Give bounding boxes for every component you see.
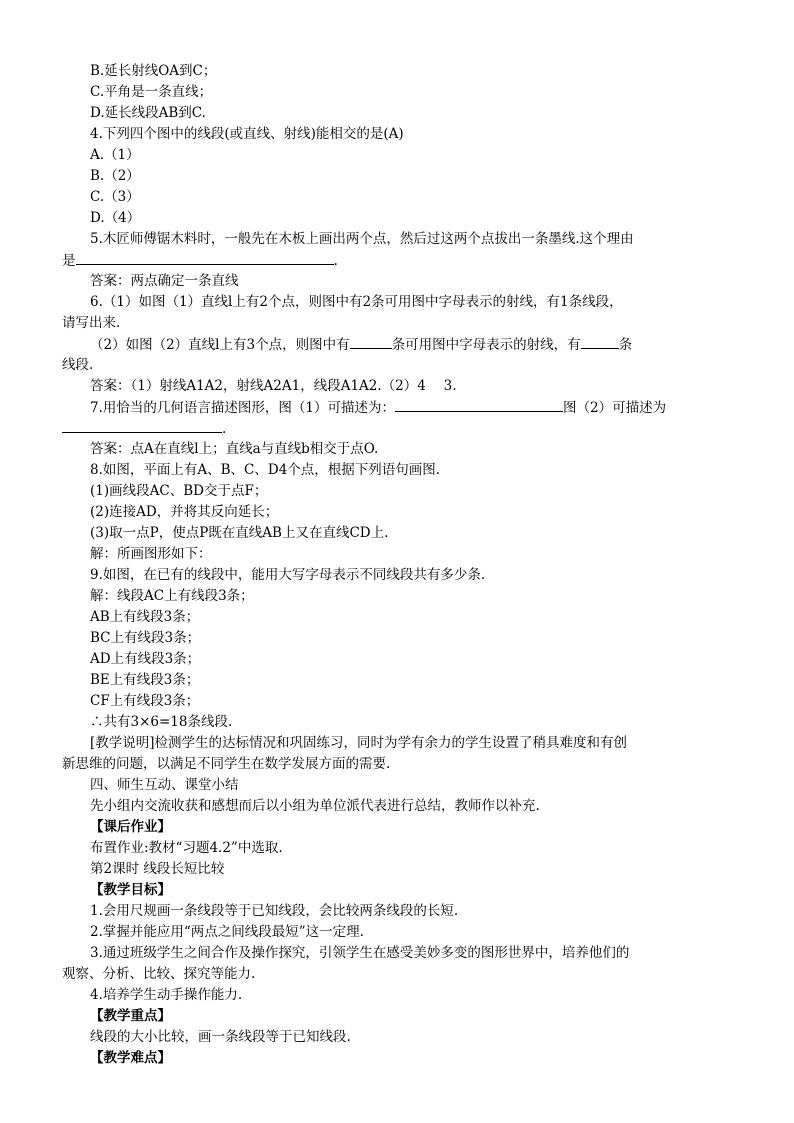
section-heading: 四、师生互动、课堂小结 — [90, 777, 239, 793]
text-line: [教学说明]检测学生的达标情况和巩固练习，同时为学有余力的学生设置了稍具难度和有创 — [90, 735, 628, 751]
text-line: 布置作业:教材“习题4.2”中选取. — [90, 840, 283, 856]
lesson-title: 第2课时 线段长短比较 — [90, 861, 225, 877]
text-line: 答案：点A在直线l上；直线a与直线b相交于点O. — [90, 441, 379, 457]
text-line: CF上有线段3条； — [90, 693, 200, 709]
text-line: 请写出来. — [62, 315, 121, 331]
text-line: BC上有线段3条； — [90, 630, 201, 646]
text-line-with-blank — [62, 250, 338, 272]
text-line: B.（2） — [90, 168, 140, 184]
answer-blank[interactable] — [76, 250, 334, 265]
answer-blank[interactable] — [350, 334, 392, 349]
section-heading: 【教学目标】 — [90, 882, 171, 898]
section-heading: 【教学重点】 — [90, 1008, 171, 1024]
text-line: 5.木匠师傅锯木料时，一般先在木板上画出两个点，然后过这两个点拔出一条墨线.这个理由 — [90, 231, 634, 247]
text-line: B.延长射线OA到C； — [90, 63, 217, 79]
text-line: 答案：（1）射线A1A2，射线A2A1，线段A1A2.（2）4 3. — [90, 378, 457, 394]
text-line: A.（1） — [90, 147, 140, 163]
text-line: BE上有线段3条； — [90, 672, 200, 688]
text-line: 先小组内交流收获和感想而后以小组为单位派代表进行总结，教师作以补充. — [90, 798, 540, 814]
section-heading: 【教学难点】 — [90, 1050, 171, 1066]
text-line: 线段. — [62, 357, 94, 373]
text-line: (2)连接AD，并将其反向延长； — [90, 504, 279, 520]
text-line: 2.掌握并能应用“两点之间线段最短”这一定理. — [90, 924, 364, 940]
text-line: (1)画线段AC、BD交于点F； — [90, 483, 268, 499]
text-line: C.平角是一条直线； — [90, 84, 213, 100]
text-fragment: 图（2）可描述为 — [562, 400, 667, 416]
text-line: (3)取一点P，使点P既在直线AB上又在直线CD上. — [90, 525, 389, 541]
text-line: 3.通过班级学生之间合作及操作探究，引领学生在感受美妙多变的图形世界中，培养他们的 — [90, 945, 630, 961]
text-line-with-blank — [90, 397, 666, 419]
text-line: 4.培养学生动手操作能力. — [90, 987, 243, 1003]
text-line: 4.下列四个图中的线段(或直线、射线)能相交的是(A) — [90, 126, 404, 142]
text-line: 新思维的问题，以满足不同学生在数学发展方面的需要. — [62, 756, 391, 772]
answer-blank[interactable] — [581, 334, 619, 349]
text-fragment: 是 — [62, 253, 76, 269]
text-line: 观察、分析、比较、探究等能力. — [62, 966, 256, 982]
text-line: D.延长线段AB到C. — [90, 105, 206, 121]
text-fragment: 条 — [618, 337, 633, 353]
text-fragment: . — [222, 421, 227, 437]
text-line: AD上有线段3条； — [90, 651, 201, 667]
text-line: C.（3） — [90, 189, 140, 205]
text-line-with-blank — [62, 418, 226, 440]
text-fragment: （2）如图（2）直线l上有3个点，则图中有 — [90, 337, 350, 353]
text-line: AB上有线段3条； — [90, 609, 200, 625]
text-line: 8.如图，平面上有A、B、C、D4个点，根据下列语句画图. — [90, 462, 441, 478]
text-line: D.（4） — [90, 210, 141, 226]
answer-blank[interactable] — [395, 397, 563, 412]
text-line: 线段的大小比较，画一条线段等于已知线段. — [90, 1029, 351, 1045]
answer-blank[interactable] — [62, 418, 222, 433]
text-line: 答案：两点确定一条直线 — [90, 273, 239, 289]
text-line: 1.会用尺规画一条线段等于已知线段，会比较两条线段的长短. — [90, 903, 459, 919]
text-fragment: . — [333, 253, 338, 269]
text-line-with-blank — [90, 334, 632, 356]
text-fragment: 条可用图中字母表示的射线，有 — [391, 337, 581, 353]
text-fragment: 7.用恰当的几何语言描述图形，图（1）可描述为： — [90, 400, 395, 416]
text-line: 9.如图，在已有的线段中，能用大写字母表示不同线段共有多少条. — [90, 567, 486, 583]
text-line: 解：所画图形如下： — [90, 546, 212, 562]
text-line: ∴共有3×6=18条线段. — [90, 714, 233, 730]
text-line: 解：线段AC上有线段3条； — [90, 588, 254, 604]
text-line: 6.（1）如图（1）直线l上有2个点，则图中有2条可用图中字母表示的射线，有1条线段， — [90, 294, 623, 310]
section-heading: 【课后作业】 — [90, 819, 171, 835]
